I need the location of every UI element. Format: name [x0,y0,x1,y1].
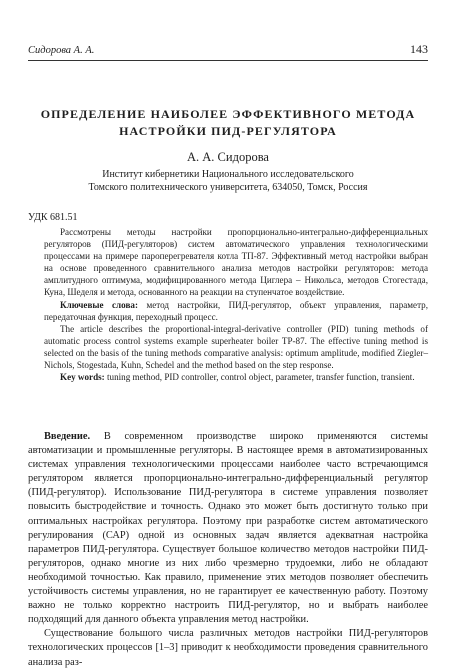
keywords-russian [44,299,428,323]
udc-code: УДК 681.51 [28,212,78,223]
affiliation [28,168,428,194]
running-head: Сидорова А. А. [28,45,95,56]
page-number: 143 [410,42,428,56]
abstract-english: The article describes the proportional-integral-derivative controller (PID) tuning methods of automatic process control systems example superheater boiler TP-87. The effective tuning method is selected on the basis of the tuning methods comparative analysis: optimum amplitude, modified Ziegler–Nichols, Stogestada, Kuhn, Schedel and the method based on the step response. [44,323,428,371]
paragraph-text: В современном производстве широко применяются системы автоматизации и промышленные регуляторы. В настоящее время в автоматизированных системах управления технологическими процессами наиболее часто встречающимся регулятором является пропорционально-интегрально-дифференциальный регулятор (ПИД-регулятор). Использование ПИД-регулятора в системе управления позволяет повысить быстродействие и точность. Однако это может быть достигнуто только при оптимальных настройках регулятора. Поэтому при разработке систем автоматического регулирования (САР) одной из основных задач является адекватная настройка параметров ПИД-регулятора. Существует большое количество методов настройки ПИД-регуляторов, однако многие из них либо чрезмерно трудоемки, либо не обладают необходимой точностью. Как правило, применение этих методов позволяет обеспечить устойчивость системы управления, но не гарантирует ее качественную работу. Поэтому важно не только корректно настроить ПИД-регулятор, но и выбрать наиболее подходящий для данного объекта управления метод настройки. [28,431,428,626]
article-title [28,106,428,140]
keywords-text: tuning method, PID controller, control object, parameter, transfer function, transient. [107,372,415,383]
section-lead: Введение. [44,431,91,442]
author-name: А. А. Сидорова [187,150,269,164]
affiliation-line: Институт кибернетики Национального исследовательского [102,169,354,180]
keywords-label: Key words: [60,372,105,383]
keywords-text: метод настройки, ПИД-регулятор, объект управления, параметр, передаточная функция, переходный процесс. [44,299,428,322]
intro-paragraph [28,430,428,627]
page-header [28,42,428,58]
abstract-block [44,226,428,383]
article-body [28,430,428,670]
affiliation-line: Томского политехнического университета, 634050, Томск, Россия [88,182,368,193]
header-divider [28,60,428,61]
abstract-russian: Рассмотрены методы настройки пропорционально-интегрально-дифференциальных регуляторов (ПИД-регуляторов) систем автоматического управления технологическими процессами на примере пароперегревателя котла ТП-87. Эффективный метод настройки выбран на основе проведенного сравнительного анализа методов настройки регуляторов: метода амплитудного оптимума, модифицированного метода Циглера – Никольса, методов Стогестада, Куна, Шеделя и метода, основанного на реакции на ступенчатое воздействие. [44,227,428,298]
keywords-label: Ключевые слова: [60,299,138,310]
title-line: НАСТРОЙКИ ПИД-РЕГУЛЯТОРА [119,124,337,138]
title-line: ОПРЕДЕЛЕНИЕ НАИБОЛЕЕ ЭФФЕКТИВНОГО МЕТОДА [40,107,416,121]
keywords-english [44,371,428,383]
body-paragraph: Существование большого числа различных методов настройки ПИД-регуляторов технологических процессов [1–3] приводит к необходимости проведения сравнительного анализа раз- [28,628,428,668]
